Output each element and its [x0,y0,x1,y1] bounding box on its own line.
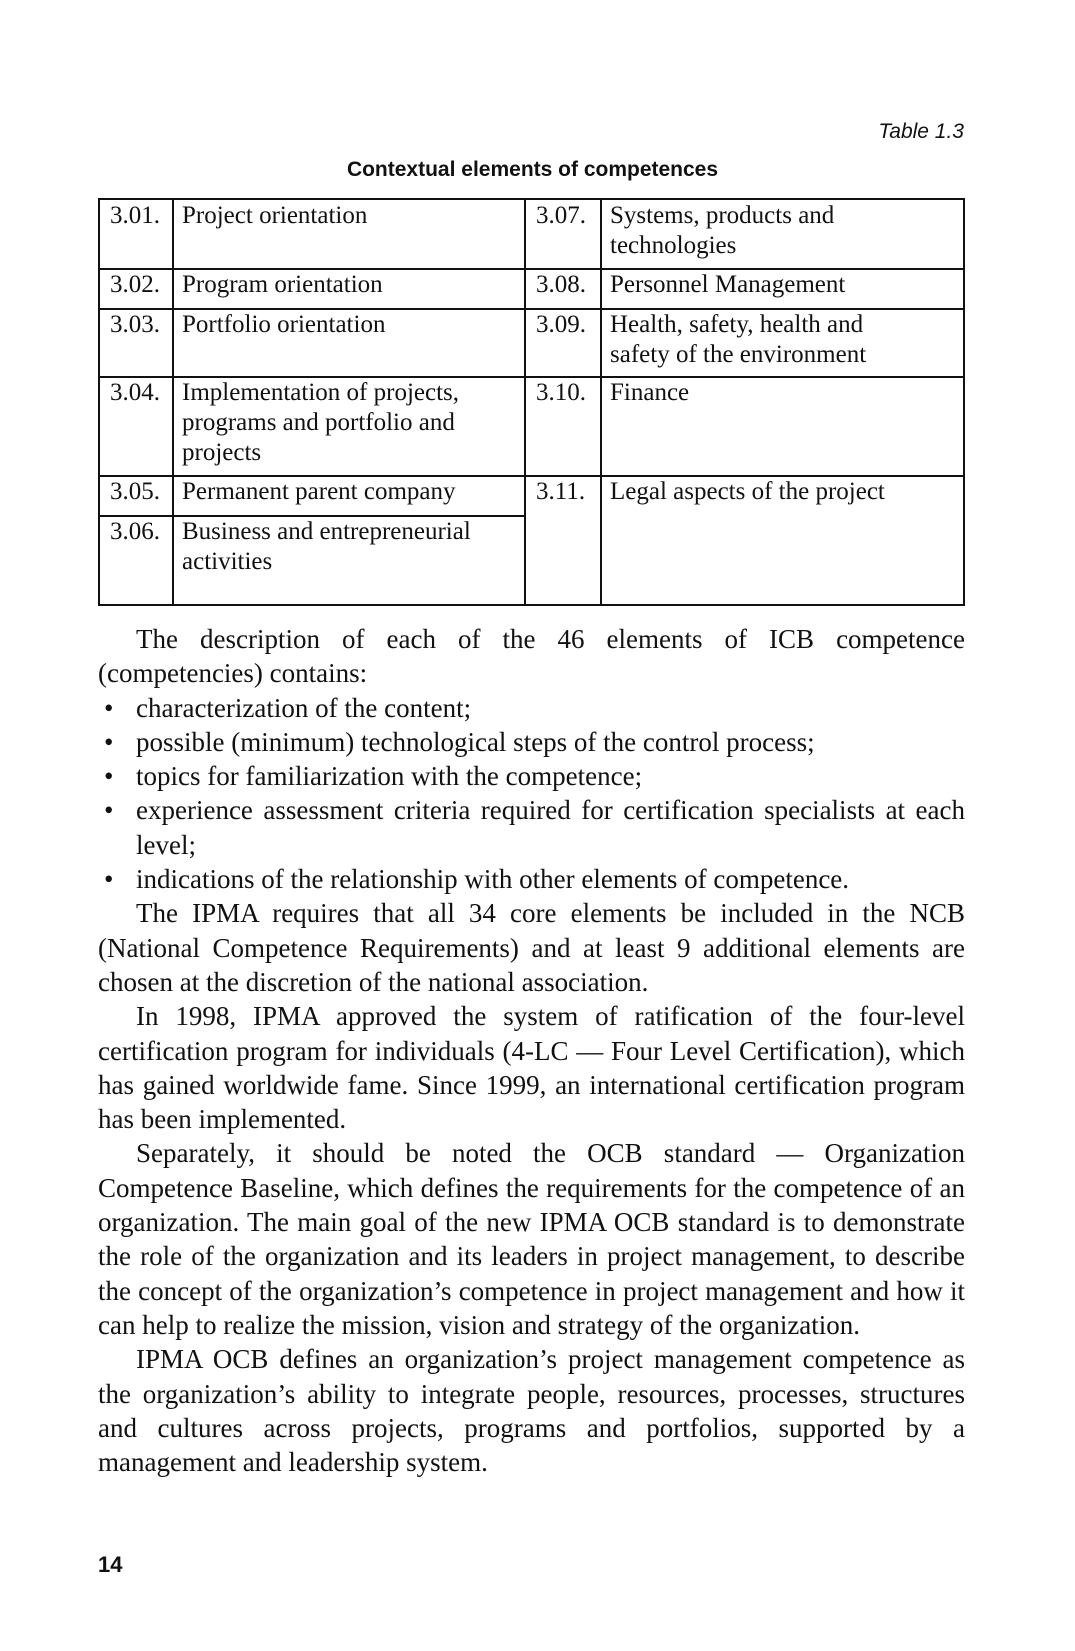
table-element-name: Program orientation [182,271,383,298]
list-item [98,725,965,759]
table-element-name: Project orientation [182,202,368,229]
table-element-name: Portfolio orientation [182,311,386,338]
body-text [98,622,965,1479]
table-code: 3.05. [110,478,160,505]
table-element-name: Permanent parent company [182,478,456,505]
table-code: 3.09. [536,311,586,338]
table-code: 3.03. [110,311,160,338]
bullet-list [98,691,965,897]
intro-paragraph: The description of each of the 46 elements of ICB competence (competencies) contains: [98,624,965,689]
table-element-name: Business and entrepreneurial activities [182,518,471,575]
table-code: 3.02. [110,271,160,298]
table-code: 3.06. [110,518,160,545]
table-code: 3.01. [110,202,160,229]
table-element-name: Legal aspects of the project [610,478,885,505]
list-item [98,759,965,793]
bullet-marker: • [104,692,114,723]
table-element-name: Systems, products and technologies [610,202,835,259]
page-number: 14 [98,1552,123,1577]
paragraph: IPMA OCB defines an organization’s project management competence as the organization’s ability to integrate people, resources, processes, structures and cultures across projects, programs and portfolios, supported by a management and leadership system. [98,1344,965,1478]
bullet-marker: • [104,761,114,792]
competence-table [98,198,965,606]
table-code: 3.11. [536,478,586,505]
table-element-name: Finance [610,379,690,406]
table-title: Contextual elements of competences [346,158,719,181]
bullet-marker: • [104,864,114,895]
list-item-text: experience assessment criteria required for certification specialists at each level; [136,795,965,860]
list-item-text: topics for familiarization with the competence; [136,761,643,792]
list-item [98,862,965,896]
bullet-marker: • [104,795,114,826]
table-element-name: Health, safety, health and safety of the environment [610,311,867,368]
list-item [98,793,965,862]
list-item-text: possible (minimum) technological steps of the control process; [136,726,815,757]
table-code: 3.07. [536,202,586,229]
table-code: 3.10. [536,379,586,406]
list-item-text: indications of the relationship with other elements of competence. [136,864,850,895]
paragraph: The IPMA requires that all 34 core elements be included in the NCB (National Competence Requirements) and at least 9 additional elements are chosen at the discretion of the national association. [98,898,965,997]
paragraph: In 1998, IPMA approved the system of ratification of the four-level certification program for individuals (4-LC — Four Level Certification), which has gained worldwide fame. Since 1999, an international certification program has been implemented. [98,1001,965,1135]
table-code: 3.08. [536,271,586,298]
table-element-name: Implementation of projects, programs and portfolio and projects [182,379,460,466]
table-element-name: Personnel Management [610,271,846,298]
list-item-text: characterization of the content; [136,692,472,723]
list-item [98,691,965,725]
table-number-label: Table 1.3 [878,120,964,143]
paragraph: Separately, it should be noted the OCB standard — Organization Competence Baseline, which defines the requirements for the competence of an organization. The main goal of the new IPMA OCB standard is to demonstrate the role of the organization and its leaders in project management, to describe the concept of the organization’s competence in project management and how it can help to realize the mission, vision and strategy of the organization. [98,1138,965,1340]
bullet-marker: • [104,726,114,757]
table-code: 3.04. [110,379,160,406]
